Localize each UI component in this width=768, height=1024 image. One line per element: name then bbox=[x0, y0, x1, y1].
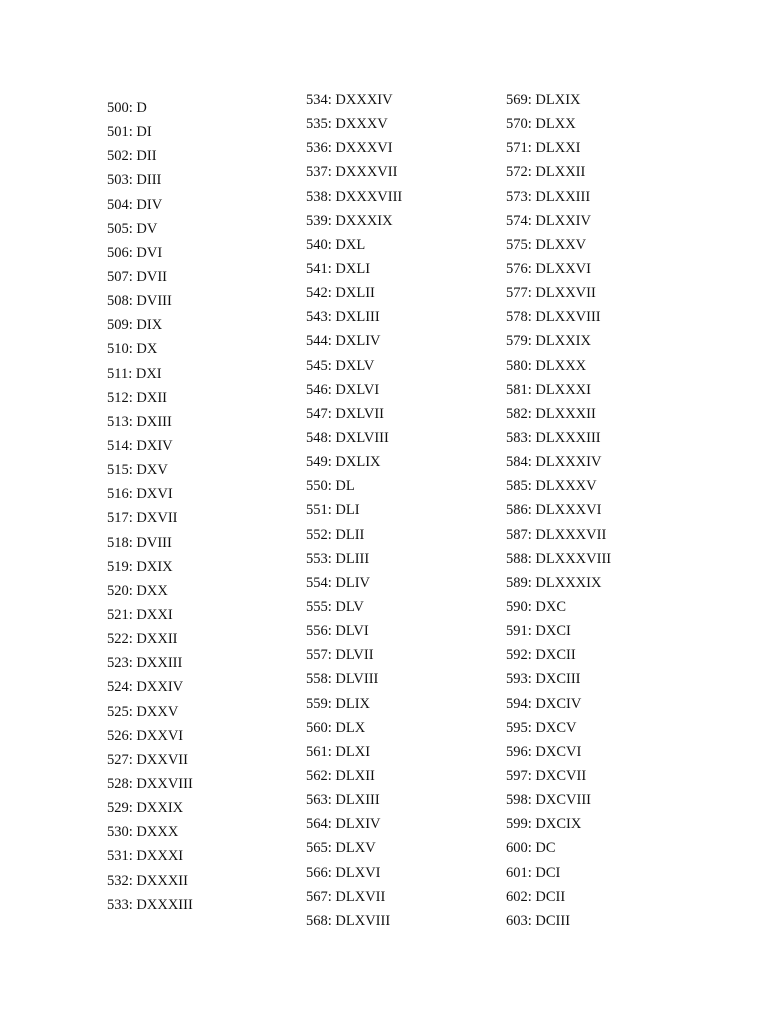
numeral-entry: 549: DXLIX bbox=[306, 454, 381, 471]
numeral-entry: 595: DXCV bbox=[506, 719, 577, 736]
numeral-entry: 534: DXXXIV bbox=[306, 92, 393, 108]
numeral-entry: 506: DVI bbox=[107, 244, 163, 261]
numeral-entry: 597: DXCVII bbox=[506, 767, 587, 784]
numeral-entry: 598: DXCVIII bbox=[506, 792, 591, 809]
numeral-entry: 564: DLXIV bbox=[306, 816, 381, 833]
numeral-entry: 511: DXI bbox=[107, 365, 162, 382]
numeral-entry: 576: DLXXVI bbox=[506, 260, 591, 277]
numeral-entry: 533: DXXXIII bbox=[107, 896, 193, 913]
numeral-entry: 530: DXXX bbox=[107, 824, 179, 841]
numeral-entry: 509: DIX bbox=[107, 317, 163, 334]
numeral-entry: 554: DLIV bbox=[306, 574, 371, 591]
numeral-entry: 602: DCII bbox=[506, 888, 566, 905]
numeral-entry: 555: DLV bbox=[306, 598, 364, 615]
numeral-entry: 578: DLXXVIII bbox=[506, 309, 601, 326]
numeral-entry: 557: DLVII bbox=[306, 647, 374, 664]
numeral-entry: 539: DXXXIX bbox=[306, 212, 393, 229]
numeral-entry: 508: DVIII bbox=[107, 293, 172, 310]
numeral-entry: 560: DLX bbox=[306, 719, 366, 736]
numeral-entry: 518: DVIII bbox=[107, 534, 172, 551]
numeral-column-2 bbox=[306, 88, 402, 933]
numeral-entry: 565: DLXV bbox=[306, 840, 376, 857]
numeral-column-1 bbox=[107, 96, 193, 917]
numeral-entry: 544: DXLIV bbox=[306, 333, 381, 350]
numeral-entry: 591: DXCI bbox=[506, 623, 571, 640]
numeral-entry: 553: DLIII bbox=[306, 550, 370, 567]
numeral-entry: 504: DIV bbox=[107, 196, 163, 213]
numeral-entry: 527: DXXVII bbox=[107, 751, 188, 768]
numeral-entry: 586: DLXXXVI bbox=[506, 502, 602, 519]
numeral-entry: 593: DXCIII bbox=[506, 671, 581, 688]
numeral-entry: 546: DXLVI bbox=[306, 381, 380, 398]
numeral-entry: 566: DLXVI bbox=[306, 864, 381, 881]
numeral-entry: 507: DVII bbox=[107, 268, 168, 285]
numeral-entry: 562: DLXII bbox=[306, 767, 375, 784]
numeral-entry: 510: DX bbox=[107, 341, 158, 358]
numeral-entry: 528: DXXVIII bbox=[107, 775, 193, 792]
numeral-entry: 550: DL bbox=[306, 478, 355, 495]
numeral-entry: 514: DXIV bbox=[107, 437, 173, 454]
numeral-entry: 585: DLXXXV bbox=[506, 478, 597, 495]
numeral-entry: 532: DXXXII bbox=[107, 872, 188, 889]
numeral-entry: 512: DXII bbox=[107, 389, 168, 406]
numeral-entry: 524: DXXIV bbox=[107, 679, 184, 696]
numeral-entry: 581: DLXXXI bbox=[506, 381, 591, 398]
numeral-entry: 601: DCI bbox=[506, 864, 561, 881]
numeral-entry: 596: DXCVI bbox=[506, 743, 582, 760]
numeral-entry: 545: DXLV bbox=[306, 357, 375, 374]
numeral-entry: 594: DXCIV bbox=[506, 695, 582, 712]
numeral-entry: 521: DXXI bbox=[107, 606, 173, 623]
numeral-entry: 531: DXXXI bbox=[107, 848, 184, 865]
numeral-entry: 519: DXIX bbox=[107, 558, 173, 575]
numeral-entry: 513: DXIII bbox=[107, 413, 172, 430]
numeral-entry: 574: DLXXIV bbox=[506, 212, 591, 229]
numeral-entry: 571: DLXXI bbox=[506, 140, 581, 157]
numeral-entry: 572: DLXXII bbox=[506, 164, 586, 181]
numeral-entry: 579: DLXXIX bbox=[506, 333, 591, 350]
numeral-entry: 580: DLXXX bbox=[506, 357, 587, 374]
numeral-entry: 526: DXXVI bbox=[107, 727, 184, 744]
numeral-entry: 600: DC bbox=[506, 840, 556, 857]
numeral-entry: 567: DLXVII bbox=[306, 888, 386, 905]
numeral-entry: 505: DV bbox=[107, 220, 158, 237]
numeral-entry: 583: DLXXXIII bbox=[506, 429, 601, 446]
numeral-entry: 568: DLXVIII bbox=[306, 912, 391, 929]
numeral-entry: 584: DLXXXIV bbox=[506, 454, 602, 471]
numeral-entry: 556: DLVI bbox=[306, 623, 369, 640]
numeral-entry: 590: DXC bbox=[506, 598, 567, 615]
numeral-entry: 540: DXL bbox=[306, 236, 366, 253]
numeral-entry: 589: DLXXXIX bbox=[506, 574, 602, 591]
numeral-entry: 543: DXLIII bbox=[306, 309, 380, 326]
numeral-entry: 548: DXLVIII bbox=[306, 429, 389, 446]
numeral-entry: 582: DLXXXII bbox=[506, 405, 596, 422]
numeral-entry: 503: DIII bbox=[107, 172, 162, 189]
numeral-entry: 575: DLXXV bbox=[506, 236, 587, 253]
numeral-entry: 558: DLVIII bbox=[306, 671, 379, 688]
numeral-entry: 542: DXLII bbox=[306, 285, 375, 302]
numeral-entry: 515: DXV bbox=[107, 462, 168, 479]
numeral-entry: 537: DXXXVII bbox=[306, 164, 398, 181]
numeral-entry: 501: DI bbox=[107, 124, 152, 141]
numeral-entry: 541: DXLI bbox=[306, 260, 371, 277]
numeral-entry: 592: DXCII bbox=[506, 647, 576, 664]
numeral-entry: 520: DXX bbox=[107, 582, 168, 599]
numeral-entry: 573: DLXXIII bbox=[506, 188, 591, 205]
numeral-entry: 525: DXXV bbox=[107, 703, 179, 720]
numeral-entry: 500: D bbox=[107, 100, 147, 116]
numeral-entry: 588: DLXXXVIII bbox=[506, 550, 612, 567]
numeral-entry: 587: DLXXXVII bbox=[506, 526, 607, 543]
numeral-entry: 517: DXVII bbox=[107, 510, 178, 527]
numeral-entry: 516: DXVI bbox=[107, 486, 173, 503]
numeral-entry: 529: DXXIX bbox=[107, 800, 184, 817]
numeral-column-3 bbox=[506, 88, 611, 933]
numeral-entry: 570: DLXX bbox=[506, 116, 576, 133]
numeral-entry: 536: DXXXVI bbox=[306, 140, 393, 157]
numeral-entry: 559: DLIX bbox=[306, 695, 371, 712]
numeral-entry: 522: DXXII bbox=[107, 631, 178, 648]
numeral-entry: 577: DLXXVII bbox=[506, 285, 596, 302]
numeral-entry: 547: DXLVII bbox=[306, 405, 385, 422]
numeral-entry: 561: DLXI bbox=[306, 743, 371, 760]
numeral-entry: 523: DXXIII bbox=[107, 655, 183, 672]
numeral-entry: 535: DXXXV bbox=[306, 116, 388, 133]
numeral-entry: 502: DII bbox=[107, 148, 157, 165]
numeral-entry: 552: DLII bbox=[306, 526, 365, 543]
numeral-entry: 603: DCIII bbox=[506, 912, 571, 929]
numeral-entry: 569: DLXIX bbox=[506, 92, 581, 108]
numeral-entry: 538: DXXXVIII bbox=[306, 188, 403, 205]
numeral-entry: 563: DLXIII bbox=[306, 792, 380, 809]
numeral-entry: 599: DXCIX bbox=[506, 816, 582, 833]
numeral-entry: 551: DLI bbox=[306, 502, 360, 519]
